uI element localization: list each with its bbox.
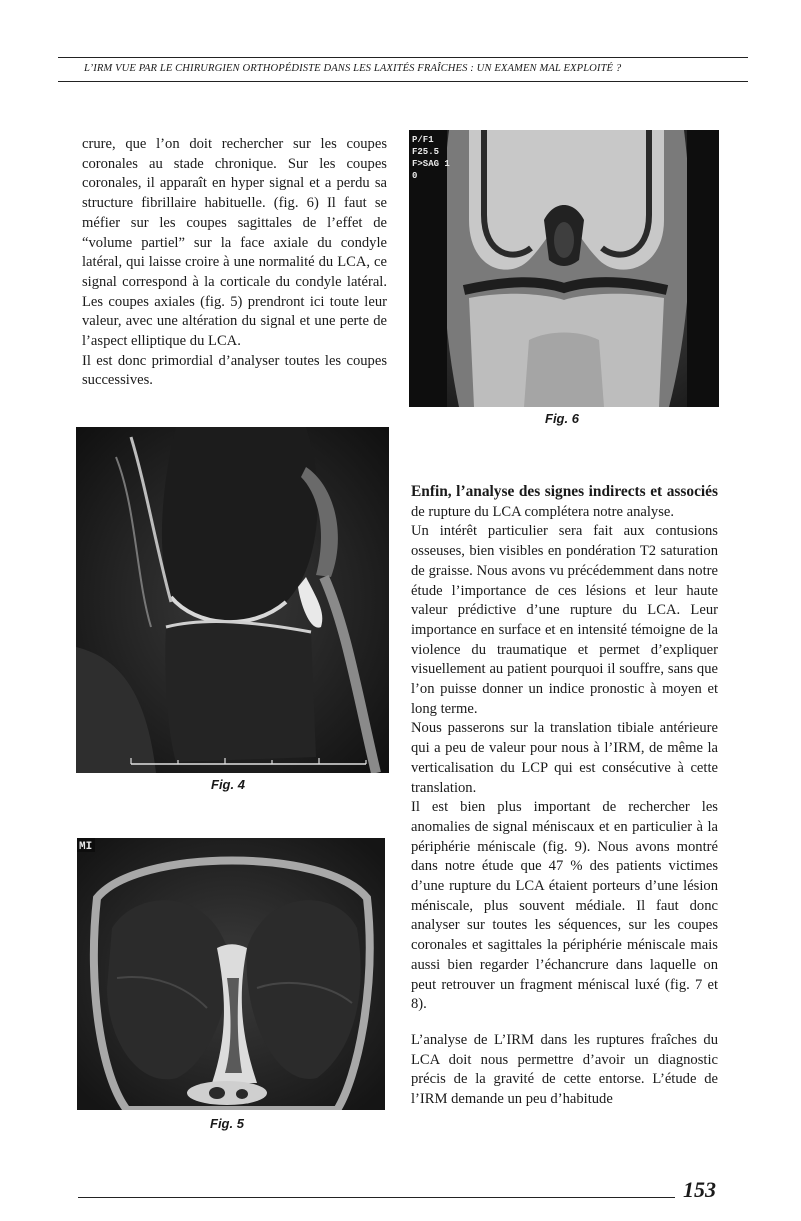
scan-overlay-text: F25.5 xyxy=(412,147,440,157)
right-paragraph: Un intérêt particulier sera fait aux contusions osseuses, bien visibles en pondération T2 saturation de graisse. Nous avons vu précédemment dans notre étude l’importance de ces lésions et leur haute valeur prédictive d’une rupture du LCA. Leur importance en surface et en intensité témoigne de la violence du traumatique et permet d’expliquer visuellement au patient pourquoi il souffre, sans que l’on puisse donner un indice pronostic à moyen et long terme. xyxy=(411,523,718,717)
footer-rule xyxy=(78,1197,675,1198)
scan-overlay-text: F>SAG 1 xyxy=(412,159,450,169)
page-number: 153 xyxy=(683,1177,716,1202)
header-rule-bottom xyxy=(58,81,748,82)
running-header: L’IRM VUE PAR LE CHIRURGIEN ORTHOPÉDISTE DANS LES LAXITÉS FRAÎCHES : UN EXAMEN MAL EXPLOITÉ ? xyxy=(84,63,622,74)
right-paragraph: Il est bien plus important de rechercher les anomalies de signal méniscaux et en particulier à la périphérie méniscale (fig. 9). Nous avons montré dans notre étude que 47 % des patients victimes d’une rupture du LCA étaient porteurs d’une lésion méniscale, plus souvent médiale. Il faut donc analyser sur toutes les séquences, sur les coupes coronales et sagittales la périphérie méniscale mais aussi bien regarder l’échancrure dans laquelle on peut retrouver un fragment méniscal luxé (fig. 7 et 8). xyxy=(411,799,718,1013)
figure-5-caption: Fig. 5 xyxy=(210,1116,244,1131)
mri-sagittal-image xyxy=(76,427,389,773)
left-paragraph: Il est donc primordial d’analyser toutes les coupes successives. xyxy=(82,352,387,389)
figure-6-caption: Fig. 6 xyxy=(545,411,579,426)
scan-overlay-text: MI xyxy=(79,841,93,853)
mri-coronal-image xyxy=(409,130,719,407)
mri-axial-image xyxy=(77,838,385,1110)
left-column xyxy=(82,135,387,391)
figure-5-axial-mri xyxy=(77,838,385,1110)
left-paragraph: crure, que l’on doit rechercher sur les coupes coronales au stade chronique. Sur les coupes coronales, il apparaît en hyper signal et a perdu sa structure fibrillaire habituelle. (fig. 6) Il faut se méfier sur les coupes sagittales de l’effet de “volume partiel” sur la face axiale du condyle latéral, qui laisse croire à une normalité du LCA, ce signal correspond à la corticale du condyle latéral. Les coupes axiales (fig. 5) prendront ici toute leur valeur, avec une altération du signal et une perte de l’aspect elliptique du LCA. xyxy=(82,136,387,350)
right-lead-paragraph xyxy=(411,482,718,522)
header-rule-top xyxy=(58,57,748,58)
right-paragraph: L’analyse de L’IRM dans les ruptures fraîches du LCA doit nous permettre d’avoir un diagnostic précis de la gravité de cette entorse. L’étude de l’IRM demande un peu d’habitude xyxy=(411,1031,718,1108)
right-paragraph: Nous passerons sur la translation tibiale antérieure qui a peu de valeur pour nous à l’IRM, de même la verticalisation du LCP qui est consécutive à cette translation. xyxy=(411,720,718,796)
figure-4-caption: Fig. 4 xyxy=(211,777,245,792)
figure-4-sagittal-mri xyxy=(76,427,389,773)
right-column xyxy=(411,482,718,1110)
figure-6-coronal-mri xyxy=(409,130,719,407)
section-lead-bold: Enfin, l’analyse des signes indirects et associés xyxy=(411,483,718,500)
scan-overlay-text: 0 xyxy=(412,171,418,181)
scan-overlay-text: P/F1 xyxy=(412,135,434,145)
section-lead-rest: de rupture du LCA complétera notre analyse. xyxy=(411,503,675,520)
